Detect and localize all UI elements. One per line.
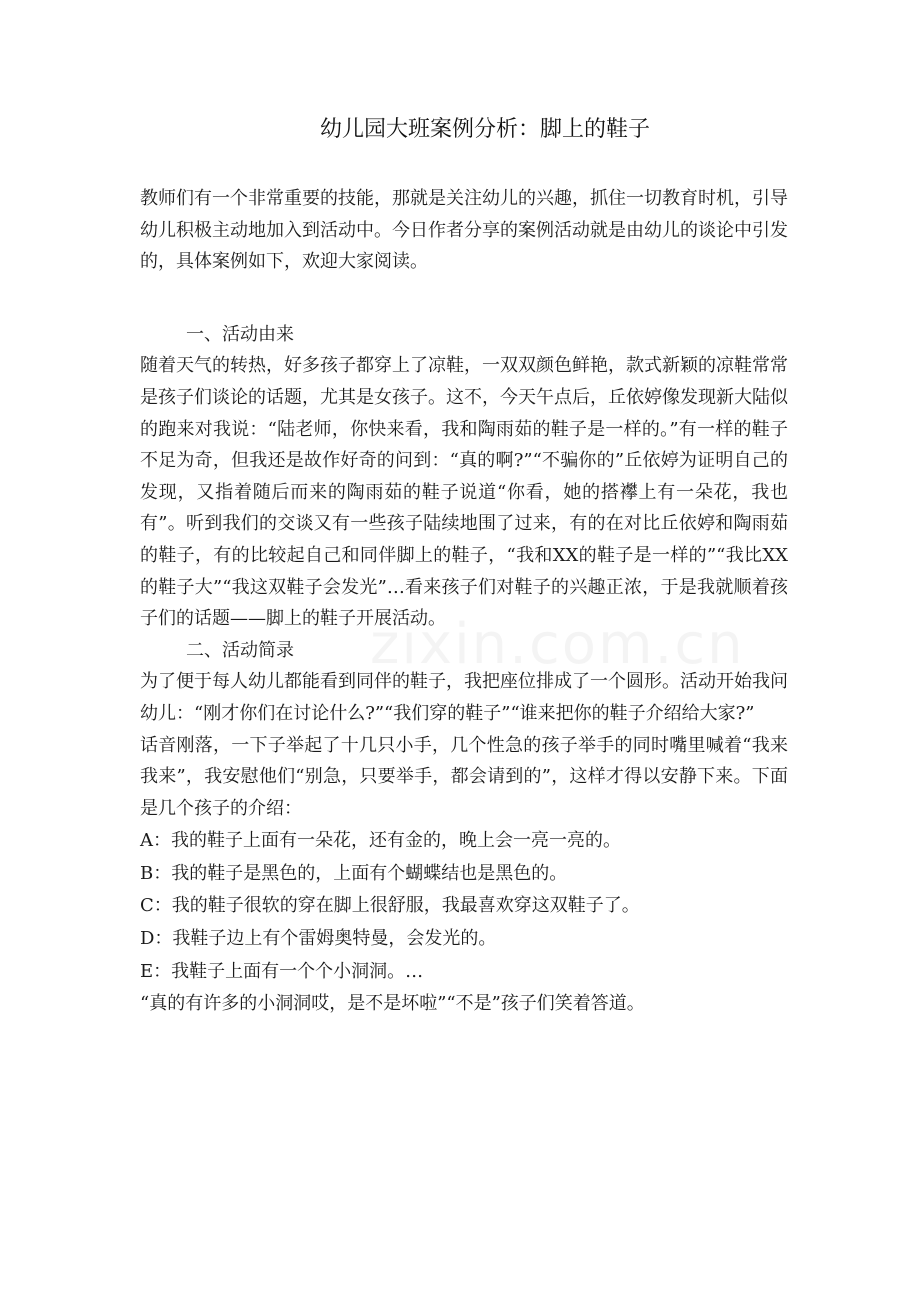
closing-paragraph: “真的有许多的小洞洞哎，是不是坏啦”“不是”孩子们笑着答道。 [140, 993, 645, 1015]
section-heading-origin: 一、活动由来 [186, 323, 294, 345]
document-body [140, 183, 788, 1020]
paragraph-gap [140, 278, 788, 319]
answer-b: B：我的鞋子是黑色的，上面有个蝴蝶结也是黑色的。 [140, 862, 568, 884]
document-title: 幼儿园大班案例分析：脚上的鞋子 [319, 117, 650, 142]
answer-d: D：我鞋子边上有个雷姆奥特曼，会发光的。 [140, 928, 497, 950]
answer-e: E：我鞋子上面有一个个小洞洞。… [140, 960, 424, 982]
answer-c: C：我的鞋子很软的穿在脚上很舒服，我最喜欢穿这双鞋子了。 [140, 895, 640, 917]
section-record-paragraph-2: 话音刚落，一下子举起了十几只小手，几个性急的孩子举手的同时嘴里喊着“我来我来”，我安慰他们“别急，只要举手，都会请到的”，这样才得以安静下来。下面是几个孩子的介绍： [140, 734, 788, 819]
section-heading-record: 二、活动简录 [186, 639, 294, 661]
section-origin-paragraph: 随着天气的转热，好多孩子都穿上了凉鞋，一双双颜色鲜艳，款式新颖的凉鞋常常是孩子们谈论的话题，尤其是女孩子。这不，今天午点后，丘依婷像发现新大陆似的跑来对我说：“陆老师，你快来看，我和陶雨茹的鞋子是一样的。”有一样的鞋子不足为奇，但我还是故作好奇的问到：“真的啊?”“不骗你的”丘依婷为证明自己的发现，又指着随后而来的陶雨茹的鞋子说道“你看，她的搭襻上有一朵花，我也有”。听到我们的交谈又有一些孩子陆续地围了过来，有的在对比丘依婷和陶雨茹的鞋子，有的比较起自己和同伴脚上的鞋子，“我和XX的鞋子是一样的”“我比XX的鞋子大”“我这双鞋子会发光”…看来孩子们对鞋子的兴趣正浓，于是我就顺着孩子们的话题——脚上的鞋子开展活动。 [140, 355, 788, 630]
answer-a: A：我的鞋子上面有一朵花，还有金的，晚上会一亮一亮的。 [140, 830, 621, 852]
intro-paragraph: 教师们有一个非常重要的技能，那就是关注幼儿的兴趣，抓住一切教育时机，引导幼儿积极主动地加入到活动中。今日作者分享的案例活动就是由幼儿的谈论中引发的，具体案例如下，欢迎大家阅读。 [140, 188, 788, 273]
section-record-paragraph-1: 为了便于每人幼儿都能看到同伴的鞋子，我把座位排成了一个圆形。活动开始我问幼儿：“刚才你们在讨论什么?”“我们穿的鞋子”“谁来把你的鞋子介绍给大家?” [140, 671, 788, 724]
